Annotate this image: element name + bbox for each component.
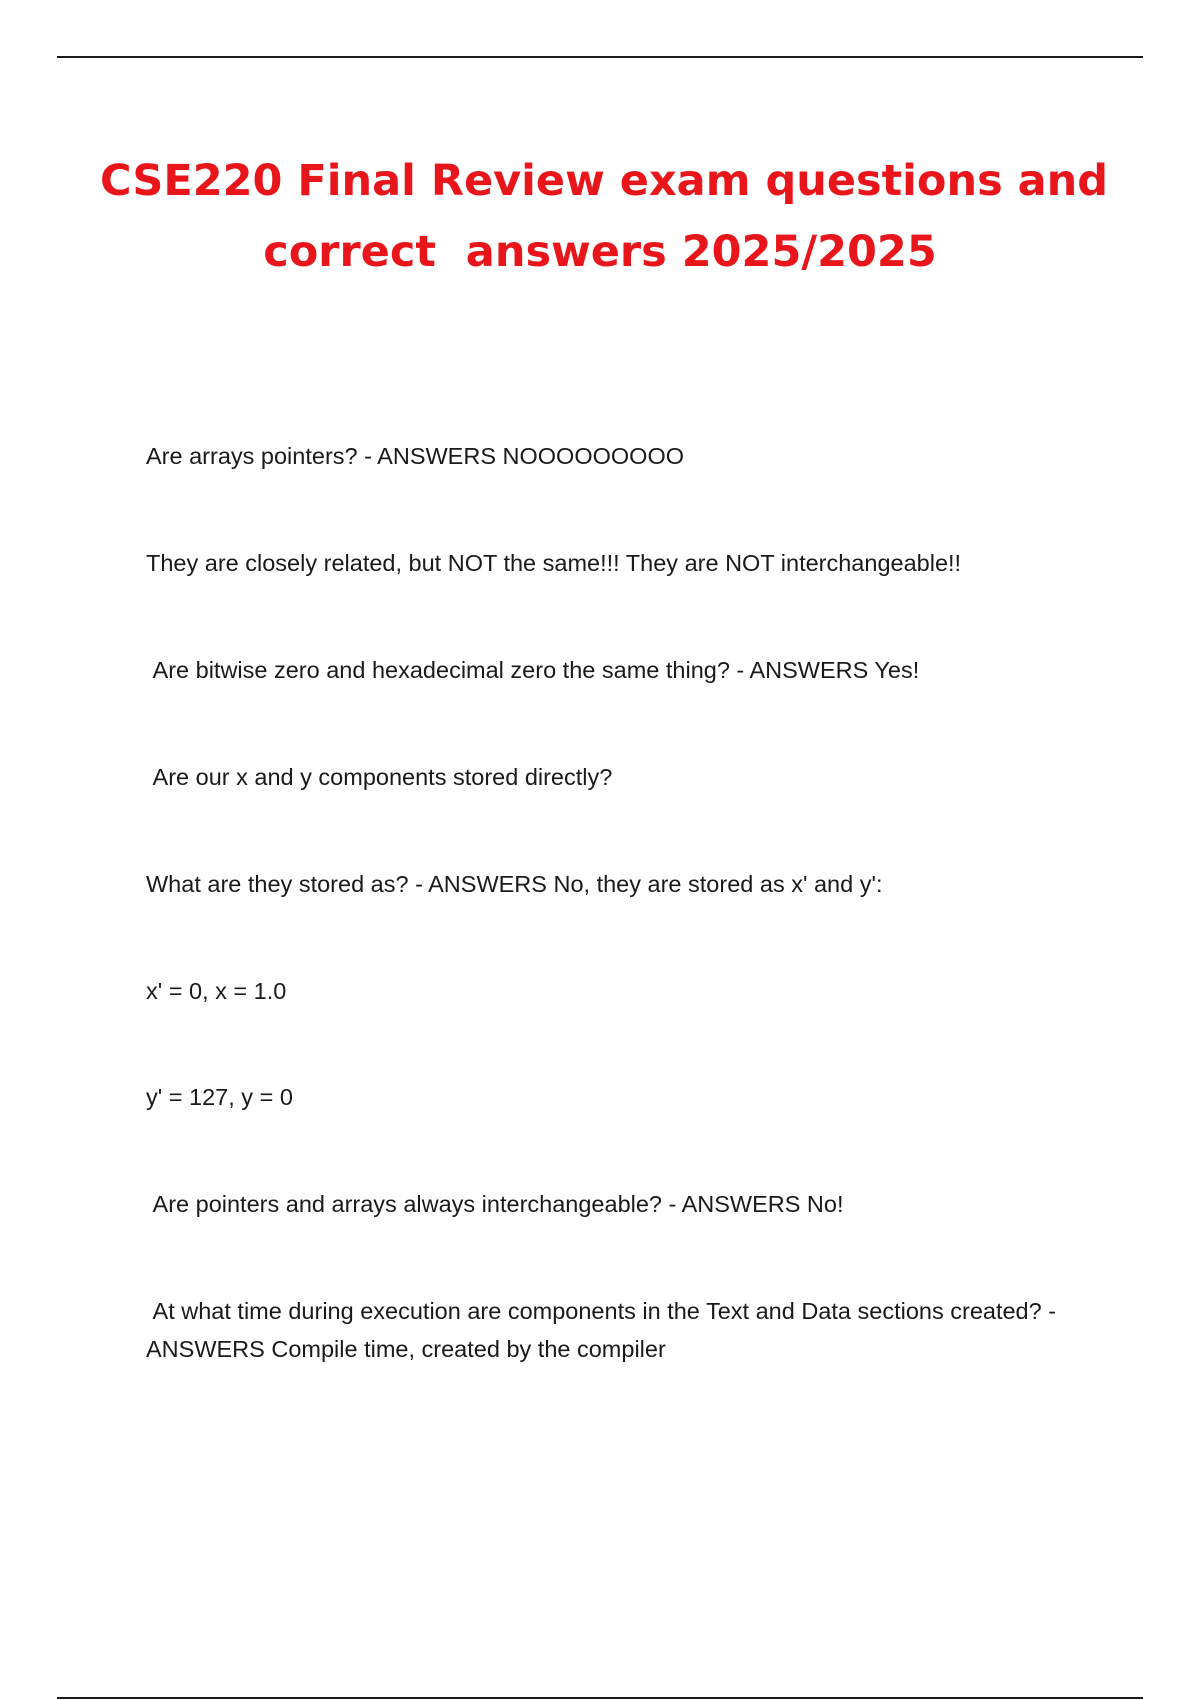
footer-rule: [57, 1697, 1143, 1699]
paragraph-y-values: y' = 127, y = 0: [146, 1084, 293, 1110]
paragraph-question-components-stored: Are our x and y components stored directly?: [146, 764, 613, 790]
title-line-2: correct answers 2025/2025: [263, 227, 937, 277]
header-rule: [57, 56, 1143, 58]
paragraph-question-interchangeable: Are pointers and arrays always interchangeable? - ANSWERS No!: [146, 1191, 844, 1217]
paragraph-question-bitwise-zero: Are bitwise zero and hexadecimal zero the same thing? - ANSWERS Yes!: [146, 657, 920, 683]
paragraph-question-text-data-sections: At what time during execution are components in the Text and Data sections created? - ANSWERS Compile time, created by the compiler: [146, 1298, 1062, 1362]
paragraph-closely-related: They are closely related, but NOT the same!!! They are NOT interchangeable!!: [146, 550, 962, 576]
title-line-1: CSE220 Final Review exam questions and: [100, 156, 1109, 206]
document-title: [100, 146, 1109, 288]
paragraph-question-arrays-pointers: Are arrays pointers? - ANSWERS NOOOOOOOOO: [146, 443, 685, 469]
paragraph-x-values: x' = 0, x = 1.0: [146, 978, 287, 1004]
paragraph-stored-as: What are they stored as? - ANSWERS No, they are stored as x' and y':: [146, 871, 883, 897]
